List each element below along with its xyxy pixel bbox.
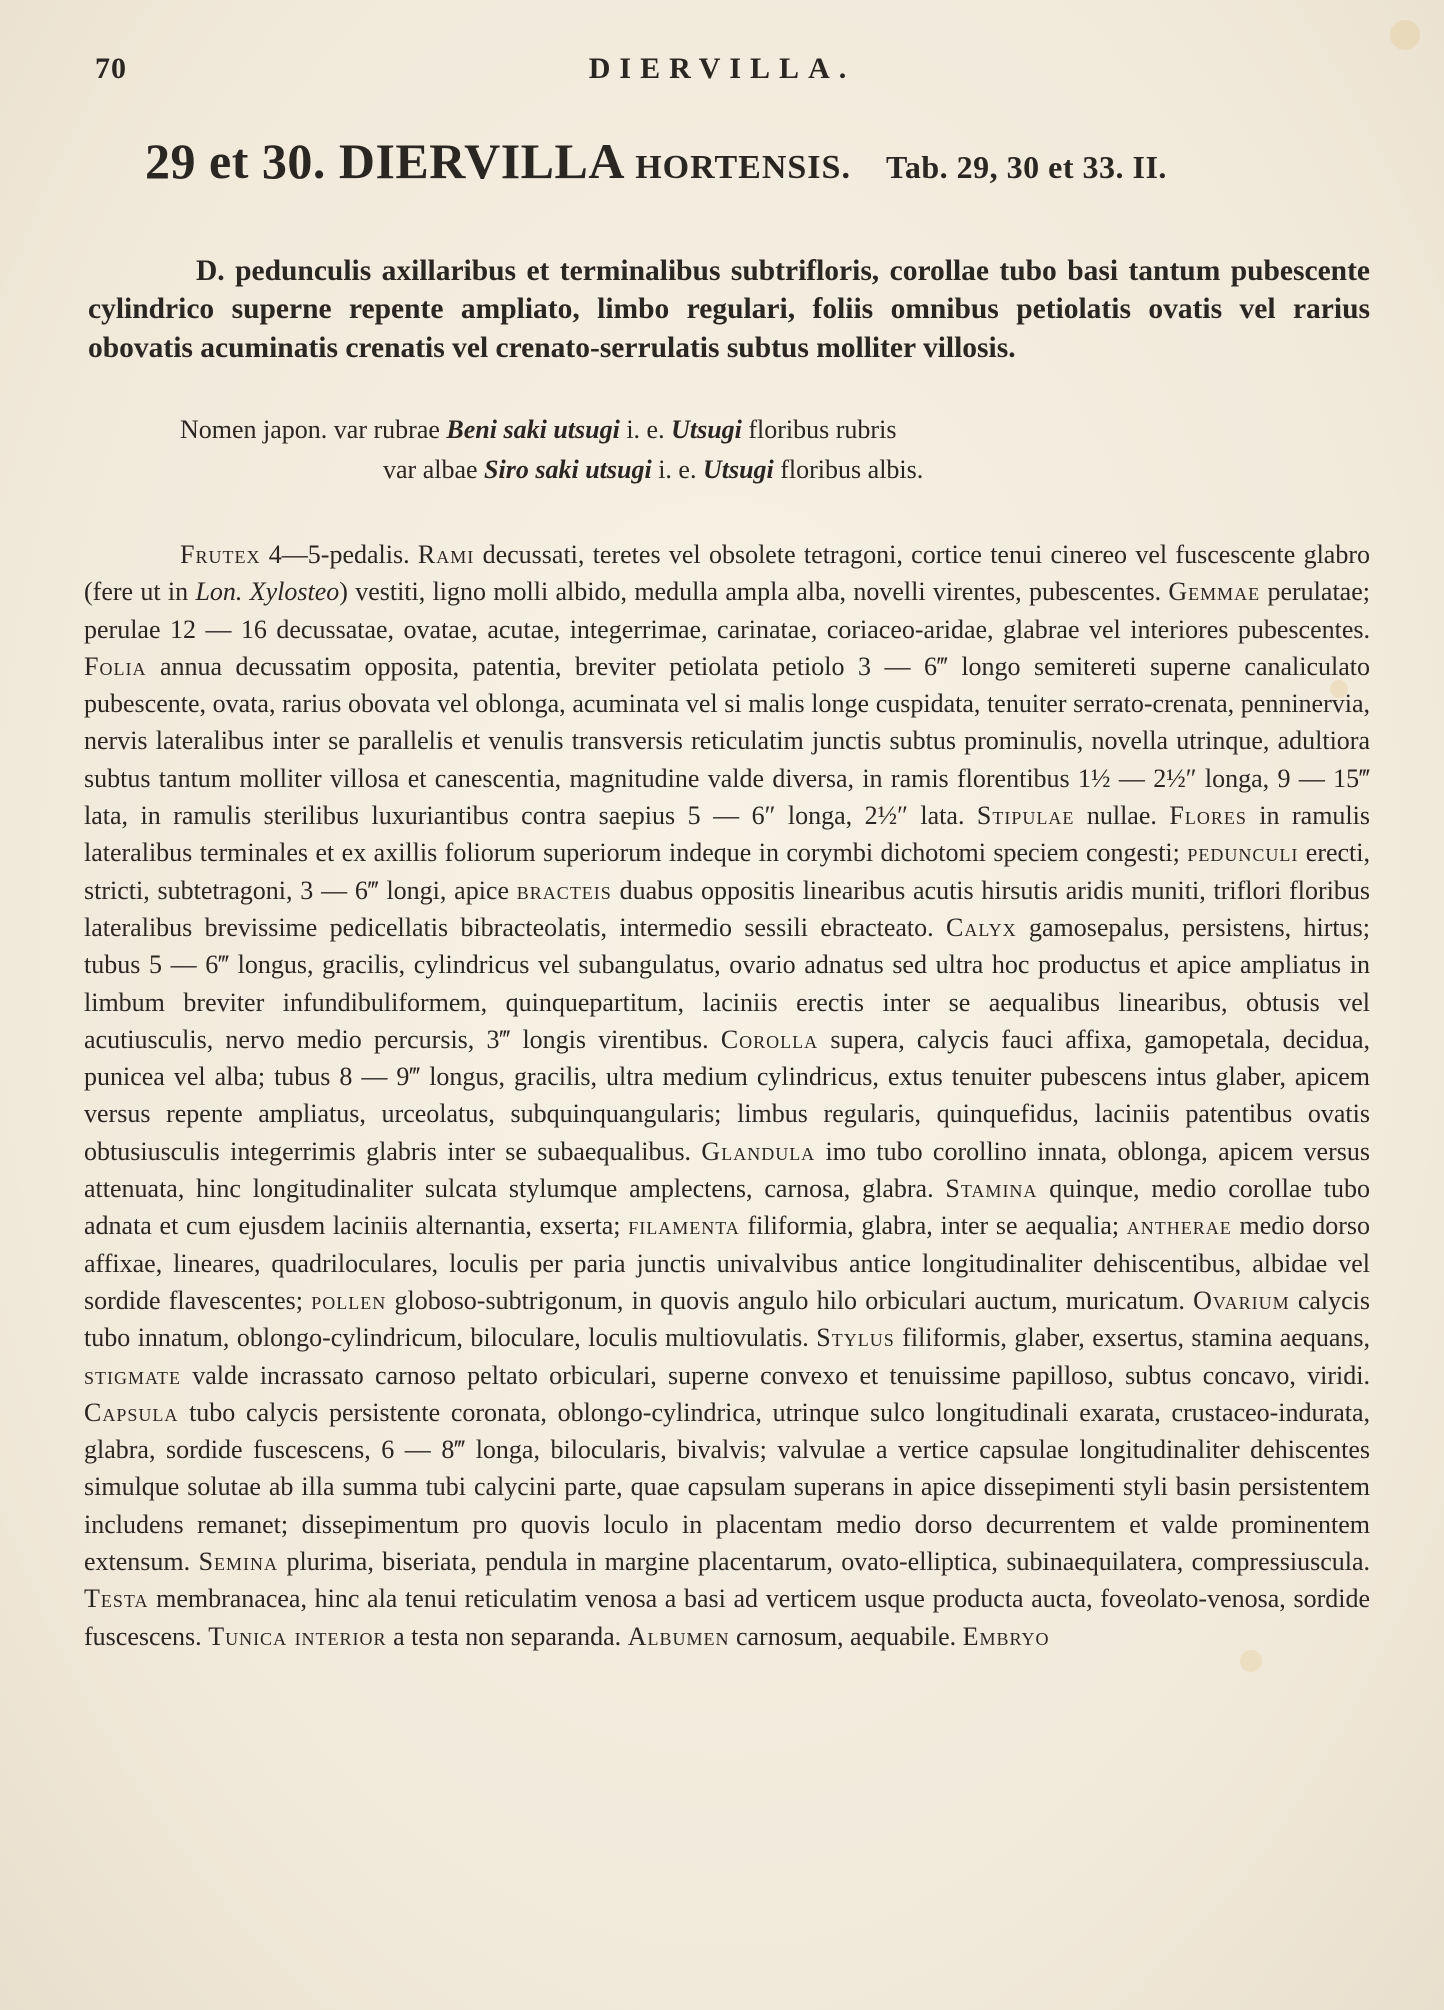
title-genus: DIERVILLA <box>338 133 623 189</box>
vernacular-line-1: Nomen japon. var rubrae Beni saki utsugi i. e. Utsugi floribus rubris <box>180 415 897 444</box>
diagnosis-paragraph: D. pedunculis axillaribus et terminalibus subtrifloris, corollae tubo basi tantum pubescente cylindrico superne repente ampliato, limbo regulari, foliis omnibus petiolatis ovatis vel rarius obovatis acuminatis crenatis vel crenato-serrulatis subtus molliter villosis. <box>88 254 1370 364</box>
article-title <box>145 132 1344 190</box>
page-number: 70 <box>95 52 127 85</box>
table-reference: Tab. 29, 30 et 33. II. <box>885 149 1167 185</box>
running-head <box>95 52 1349 96</box>
title-species: HORTENSIS. <box>635 149 851 186</box>
running-title: DIERVILLA. <box>588 52 856 85</box>
title-numbers: 29 et 30. <box>145 133 326 189</box>
description-paragraph: Frutex 4—5-pedalis. Rami decussati, teretes vel obsolete tetragoni, cortice tenui cinereo vel fuscescente glabro (fere ut in Lon. Xylosteo) vestiti, ligno molli albido, medulla ampla alba, novelli virentes, pubescentes. Gemmae perulatae; perulae 12 — 16 decussatae, ovatae, acutae, integerrimae, carinatae, coriaceo-aridae, glabrae vel interiores pubescentes. Folia annua decussatim opposita, patentia, breviter petiolata petiolo 3 — 6‴ longo semitereti superne canaliculato pubescente, ovata, rarius obovata vel oblonga, acuminata vel si malis longe cuspidata, tenuiter serrato-crenata, penninervia, nervis lateralibus inter se parallelis et venulis transversis reticulatim junctis subtus prominulis, novella utrinque, adultiora subtus tantum molliter villosa et canescentia, magnitudine valde diversa, in ramis florentibus 1½ — 2½″ longa, 9 — 15‴ lata, in ramulis sterilibus luxuriantibus contra saepius 5 — 6″ longa, 2½″ lata. Stipulae nullae. Flores in ramulis lateralibus terminales et ex axillis foliorum superiorum indeque in corymbi dichotomi speciem congesti; pedunculi erecti, stricti, subtetragoni, 3 — 6‴ longi, apice bracteis duabus oppositis linearibus acutis hirsutis aridis muniti, triflori floribus lateralibus brevissime pedicellatis bibracteolatis, intermedio sessili ebracteato. Calyx gamosepalus, persistens, hirtus; tubus 5 — 6‴ longus, gracilis, cylindricus vel subangulatus, ovario adnatus sed ultra hoc productus et apice ampliatus in limbum breviter infundibuliformem, quinquepartitum, laciniis erectis inter se aequalibus linearibus, obtusis vel acutiusculis, nervo medio percursis, 3‴ longis virentibus. Corolla supera, calycis fauci affixa, gamopetala, decidua, punicea vel alba; tubus 8 — 9‴ longus, gracilis, ultra medium cylindricus, extus tenuiter pubescens intus glaber, apicem versus repente ampliatus, urceolatus, subquinquangularis; limbus regularis, quinquefidus, laciniis patentibus ovatis obtusiusculis integerrimis glabris inter se subaequalibus. Glandula imo tubo corollino innata, oblonga, apicem versus attenuata, hinc longitudinaliter sulcata stylumque amplectens, carnosa, glabra. Stamina quinque, medio corollae tubo adnata et cum ejusdem laciniis alternantia, exserta; filamenta filiformia, glabra, inter se aequalia; antherae medio dorso affixae, lineares, quadriloculares, loculis per paria junctis univalvibus antice longitudinaliter dehiscentibus, albidae vel sordide flavescentes; pollen globoso-subtrigonum, in quovis angulo hilo orbiculari auctum, muricatum. Ovarium calycis tubo innatum, oblongo-cylindricum, biloculare, loculis multiovulatis. Stylus filiformis, glaber, exsertus, stamina aequans, stigmate valde incrassato carnoso peltato orbiculari, superne convexo et tenuissime papilloso, subtus concavo, viridi. Capsula tubo calycis persistente coronata, oblongo-cylindrica, utrinque sulco longitudinali exarata, crustaceo-indurata, glabra, sordide fuscescens, 6 — 8‴ longa, bilocularis, bivalvis; valvulae a vertice capsulae longitudinaliter dehiscentes simulque solutae ab illa summa tubi calycini parte, quae capsulam superans in apice dissepimenti styli basin persistentem includens remanet; dissepimentum pro quovis loculo in placentam medio dorso decurrentem et valde prominentem extensum. Semina plurima, biseriata, pendula in margine placentarum, ovato-elliptica, subinaequilatera, compressiuscula. Testa membranacea, hinc ala tenui reticulatim venosa a basi ad verticem usque producta aucta, foveolato-venosa, sordide fuscescens. Tunica interior a testa non separanda. Albumen carnosum, aequabile. Embryo <box>84 540 1371 1651</box>
vernacular-names <box>180 410 923 490</box>
vernacular-line-2: var albae Siro saki utsugi i. e. Utsugi floribus albis. <box>383 455 924 484</box>
paper-stain <box>1390 20 1420 50</box>
